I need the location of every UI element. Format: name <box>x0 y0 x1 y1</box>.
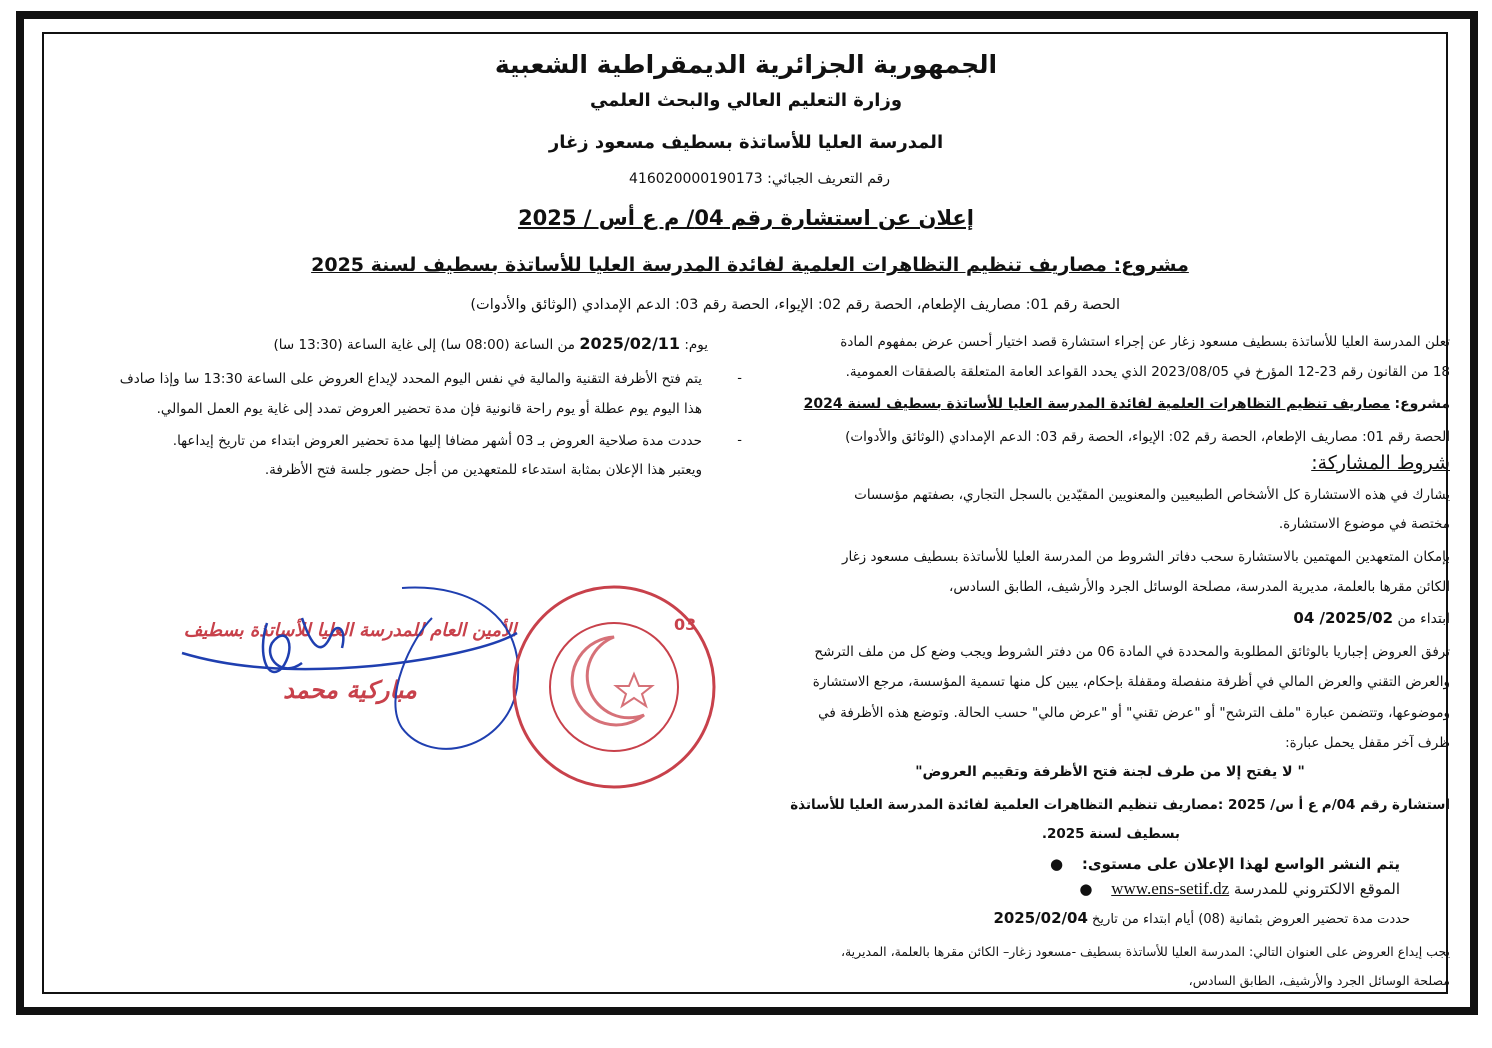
ministry-heading: وزارة التعليم العالي والبحث العلمي <box>589 90 903 111</box>
tax-id-value: 416020000190173 <box>629 171 763 187</box>
left-item-2-line-2: ويعتبر هذا الإعلان بمثابة استدعاء للمتعهدين من أجل حضور جلسة فتح الأظرفة. <box>264 462 702 478</box>
offer-line-2: والعرض التقني والعرض المالي في أظرفة منفصلة ومقفلة بإحكام، يبين كل منها تسمية المؤسسة، مرجع الاستشارة <box>812 674 1450 690</box>
official-stamp-icon <box>508 582 720 792</box>
cond-1-line-2: مختصة في موضوع الاستشارة. <box>1278 516 1450 532</box>
cond-2-line-2: الكائن مقرها بالعلمة، مديرية المدرسة، مصلحة الوسائل الجرد والأرشيف، الطابق السادس، <box>949 579 1450 595</box>
offer-line-3: وموضوعها، وتتضمن عبارة "ملف الترشح" أو "عرض تقني" أو "عرض مالي" حسب الحالة. وتوضع هذه الأظرفة في <box>818 705 1450 721</box>
project-title: مشروع: مصاريف تنظيم التظاهرات العلمية لفائدة المدرسة العليا للأساتذة بسطيف لسنة 2025 <box>311 254 1189 276</box>
deposit-line-1: يجب إيداع العروض على العنوان التالي: المدرسة العليا للأساتذة بسطيف -مسعود زغار– الكائن مقرها بالعلمة، المديرية، <box>840 944 1450 959</box>
bullet-icon: ● <box>1050 855 1064 873</box>
duration-row <box>930 909 1410 927</box>
tax-id-label: رقم التعريف الجبائي: <box>767 171 890 187</box>
offer-line-4: ظرف آخر مقفل يحمل عبارة: <box>1285 735 1450 751</box>
publish-row <box>1050 855 1400 873</box>
cond-2-line-1: بإمكان المتعهدين المهتمين بالاستشارة سحب دفاتر الشروط من المدرسة العليا للأساتذة بسطيف مسعود زغار <box>841 549 1450 565</box>
project-label: مشروع: <box>1394 396 1450 412</box>
website-row <box>1000 879 1400 899</box>
announcement-title: إعلان عن استشارة رقم 04/ م ع أس / 2025 <box>518 206 974 230</box>
deposit-day-row <box>258 334 708 353</box>
signatory-title: الأمين العام للمدرسة العليا للأساتذة بسطيف <box>183 620 517 641</box>
publish-title: يتم النشر الواسع لهذا الإعلان على مستوى: <box>1081 855 1400 873</box>
day-date: 2025/02/11 <box>579 334 681 353</box>
website-link[interactable]: www.ens-setif.dz <box>1111 879 1230 898</box>
reference-line-1: استشارة رقم 04/م ع أ س/ 2025 :مصاريف تنظيم التظاهرات العلمية لفائدة المدرسة العليا للأساتذة <box>790 797 1450 813</box>
stamp-number: 03 <box>674 615 697 634</box>
intro-line-1: تعلن المدرسة العليا للأساتذة بسطيف مسعود زغار عن إجراء استشارة قصد اختيار أحسن عرض بمفهوم المادة <box>840 334 1450 350</box>
conditions-title: شروط المشاركة: <box>1311 452 1450 474</box>
cond-1-line-1: يشارك في هذه الاستشارة كل الأشخاص الطبيعيين والمعنويين المقيّدين بالسجل التجاري، بصفتهم مؤسسات <box>854 487 1450 503</box>
from-label: ابتداء من <box>1397 611 1450 627</box>
envelope-quote: " لا يفتح إلا من طرف لجنة فتح الأظرفة وتقييم العروض" <box>915 764 1305 780</box>
tax-id-row <box>560 171 890 187</box>
dash-marker: - <box>737 371 742 386</box>
left-item-1-line-2: هذا اليوم يوم عطلة أو يوم راحة قانونية فإن مدة تحضير العروض تمدد إلى غاية يوم العمل الموالي. <box>156 401 702 417</box>
duration-date: 2025/02/04 <box>993 909 1088 927</box>
dash-marker: - <box>737 433 742 448</box>
left-item-1-line-1: يتم فتح الأظرفة التقنية والمالية في نفس اليوم المحدد لإيداع العروض على الساعة 13:30 سا وإذا صادف <box>119 371 702 387</box>
day-hours: من الساعة (08:00 سا) إلى غاية الساعة (13:30 سا) <box>273 337 576 353</box>
lots-line: الحصة رقم 01: مصاريف الإطعام، الحصة رقم 02: الإيواء، الحصة رقم 03: الدعم الإمدادي (الوثائق والأدوات) <box>470 297 1120 313</box>
republic-heading: الجمهورية الجزائرية الديمقراطية الشعبية <box>494 50 998 79</box>
left-item-2-line-1: حددت مدة صلاحية العروض بـ 03 أشهر مضافا إليها مدة تحضير العروض ابتداء من تاريخ إيداعها. <box>172 433 702 449</box>
school-heading: المدرسة العليا للأساتذة بسطيف مسعود زغار <box>548 132 944 153</box>
bullet-icon: ● <box>1079 880 1093 898</box>
project-row-2 <box>770 396 1450 412</box>
intro-line-2: 18 من القانون رقم 23-12 المؤرخ في 2023/08/05 الذي يحدد القواعد العامة المتعلقة بالصفقات العمومية. <box>845 364 1450 380</box>
from-date-row <box>1200 609 1450 627</box>
day-label: يوم: <box>684 337 708 353</box>
deposit-line-2: مصلحة الوسائل الجرد والأرشيف، الطابق السادس، <box>1188 973 1450 988</box>
signatory-name: مباركية محمد <box>283 676 417 704</box>
duration-label: حددت مدة تحضير العروض بثمانية (08) أيام ابتداء من تاريخ <box>1092 912 1410 927</box>
offer-line-1: ترفق العروض إجباريا بالوثائق المطلوبة والمحددة في المادة 06 من دفتر الشروط ويجب وضع كل من ملف الترشح <box>814 644 1450 660</box>
project-title-2: مصاريف تنظيم التظاهرات العلمية لفائدة المدرسة العليا للأساتذة بسطيف لسنة 2024 <box>803 396 1391 412</box>
reference-line-2: بسطيف لسنة 2025. <box>1041 826 1180 842</box>
from-date: 2025/02/ 04 <box>1293 609 1394 627</box>
handwritten-signature <box>172 578 532 768</box>
lots-line-2: الحصة رقم 01: مصاريف الإطعام، الحصة رقم 02: الإيواء، الحصة رقم 03: الدعم الإمدادي (الوثائق والأدوات) <box>845 429 1450 445</box>
website-label: الموقع الالكتروني للمدرسة <box>1233 880 1400 898</box>
